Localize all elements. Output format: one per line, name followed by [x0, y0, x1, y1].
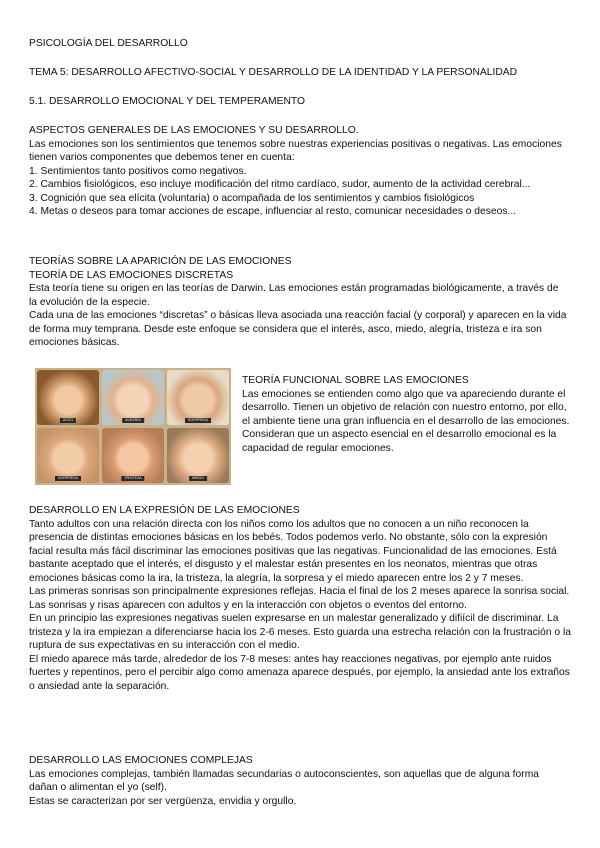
baby-face-image [102, 370, 164, 425]
baby-emotions-photo [35, 368, 231, 485]
aspectos-section [29, 124, 569, 219]
aspectos-intro: Las emociones son los sentimientos que tenemos sobre nuestras experiencias positivas o negativas. Las emociones tienen varios componentes que debemos tener en cuenta: [29, 138, 562, 163]
baby-face-image [37, 370, 99, 425]
teorias-heading: TEORÍAS SOBRE LA APARICIÓN DE LAS EMOCIONES [29, 256, 292, 267]
funcional-section [242, 374, 572, 455]
face-label: MIEDO [189, 476, 207, 481]
expresion-section [29, 504, 571, 693]
aspectos-item: 1. Sentimientos tanto positivos como negativos. [29, 165, 247, 177]
face-label: ASCO [60, 418, 76, 423]
complejas-paragraph: Estas se caracterizan por ser vergüenza, envidia y orgullo. [29, 795, 297, 807]
face-label: SORPRESA [185, 418, 211, 423]
aspectos-item: 4. Metas o deseos para tomar acciones de escape, influenciar al resto, comunicar necesidades o deseos... [29, 206, 517, 217]
complejas-section [29, 754, 569, 808]
expresion-paragraph: Tanto adultos con una relación directa con los niños como los adultos que no conocen a un niño reconocen la presencia de distintas emociones básicas en los bebés. Todos podemos verlo. No obstante, sólo con la expresión facial resulta más fácil discriminar las emociones positivas que las negativas. Funcionalidad de las emociones. Está bastante aceptado que el interés, el disgusto y el malestar están presentes en los neonatos, mientras que otras emociones básicas como la ira, la tristeza, la alegría, la sorpresa y el miedo aparecen entre los 2 y 7 meses. [29, 518, 557, 584]
teorias-section [29, 255, 569, 350]
face-label: ALEGRÍA [122, 418, 144, 423]
expresion-paragraph: En un principio las expresiones negativas suelen expresarse en un malestar generalizado y difiícil de discriminar. La tristeza y la ira empiezan a diferenciarse hacia los 2-6 meses. Esto guarda una estrecha relación con la frustración o la ruptura de sus expectativas en su interacción con el medio. [29, 613, 572, 651]
teorias-paragraph: Esta teoría tiene su origen en las teorías de Darwin. Las emociones están programadas biológicamente, a través de la evolución de la especie. [29, 283, 559, 308]
aspectos-item: 2. Cambios fisiológicos, eso incluye modificación del ritmo cardíaco, sudor, aumento de la actividad cerebral... [29, 179, 531, 190]
doc-title: PSICOLOGÍA DEL DESARROLLO [29, 38, 188, 49]
section-title: 5.1. DESARROLLO EMOCIONAL Y DEL TEMPERAMENTO [29, 96, 305, 107]
baby-face-image [37, 428, 99, 483]
teorias-subheading: TEORÍA DE LAS EMOCIONES DISCRETAS [29, 269, 234, 281]
complejas-paragraph: Las emociones complejas, también llamadas secundarias o autoconscientes, son aquellas que de alguna forma dañan o alimentan el yo (self). [29, 768, 540, 793]
complejas-heading: DESARROLLO LAS EMOCIONES COMPLEJAS [29, 755, 253, 766]
baby-face-image [102, 428, 164, 483]
funcional-heading: TEORÍA FUNCIONAL SOBRE LAS EMOCIONES [242, 375, 469, 386]
baby-face-image [167, 428, 229, 483]
aspectos-heading: ASPECTOS GENERALES DE LAS EMOCIONES Y SU DESARROLLO. [29, 125, 359, 136]
expresion-paragraph: Las primeras sonrisas son principalmente expresiones reflejas. Hacia el final de los 2 meses aparece la sonrisa social. Las sonrisas y risas aparecen con adultos y en la interacción con objetos o eventos del entorno. [29, 586, 570, 611]
funcional-body: Las emociones se entienden como algo que va apareciendo durante el desarrollo. Tienen un objetivo de relación con nuestro entorno, por ello, el ambiente tiene una gran influencia en el desarrollo de las emociones. Consideran que un aspecto esencial en el desarrollo emocional es la capacidad de regular emociones. [242, 388, 570, 454]
aspectos-item: 3. Cognición que sea elícita (voluntaria) o acompañada de los sentimientos y cambios fisiológicos [29, 192, 475, 204]
teorias-paragraph: Cada una de las emociones “discretas” o básicas lleva asociada una reacción facial (y corporal) y aparecen en la vida de forma muy temprana. Desde este enfoque se considera que el interés, asco, miedo, alegría, tristeza e ira son emociones básicas. [29, 310, 567, 348]
expresion-paragraph: El miedo aparece más tarde, alrededor de los 7-8 meses: antes hay reacciones negativas, por ejemplo ante ruidos fuertes y repentinos, pero el percibir algo como amenaza aparece después, por ejemplo, la ansiedad ante los extraños o ansiedad ante la separación. [29, 653, 570, 692]
baby-face-image [167, 370, 229, 425]
expresion-heading: DESARROLLO EN LA EXPRESIÓN DE LAS EMOCIONES [29, 505, 300, 516]
tema-title: TEMA 5: DESARROLLO AFECTIVO-SOCIAL Y DESARROLLO DE LA IDENTIDAD Y LA PERSONALIDAD [29, 67, 518, 78]
face-label: TRISTEZA [121, 476, 144, 481]
face-label: SORPRESA [55, 476, 81, 481]
